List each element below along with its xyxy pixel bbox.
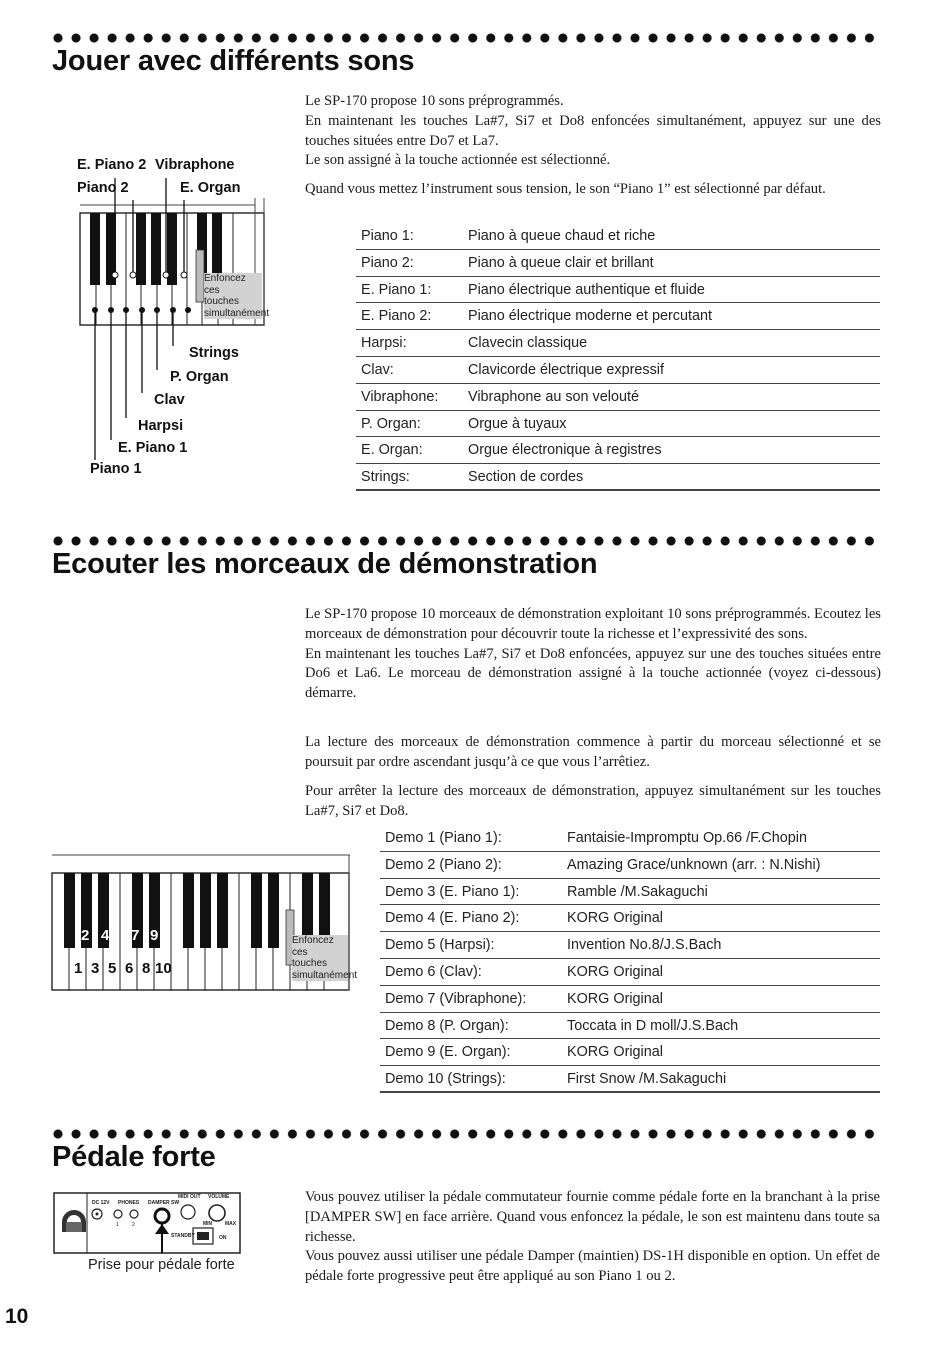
demo-key-number: 3 bbox=[91, 960, 100, 977]
row-description: Fantaisie-Impromptu Op.66 /F.Chopin bbox=[567, 830, 807, 846]
table-row bbox=[356, 384, 880, 411]
label-e-piano-1: E. Piano 1 bbox=[118, 440, 188, 456]
row-description: Piano à queue chaud et riche bbox=[468, 228, 656, 244]
table-row bbox=[380, 1013, 880, 1040]
row-name: Piano 1: bbox=[361, 228, 414, 244]
max-label: MAX bbox=[225, 1221, 237, 1227]
row-name: Demo 6 (Clav): bbox=[385, 963, 482, 980]
standby-label: STANDBY bbox=[171, 1233, 195, 1239]
damper-jack-caption: Prise pour pédale forte bbox=[88, 1257, 235, 1273]
demo-key-number: 5 bbox=[108, 960, 117, 977]
sounds-default-paragraph: Quand vous mettez l’instrument sous tension, le son “Piano 1” est sélectionné par défaut. bbox=[305, 181, 826, 197]
label-clav: Clav bbox=[154, 392, 185, 408]
row-description: KORG Original bbox=[567, 990, 663, 1007]
label-e-organ: E. Organ bbox=[180, 180, 241, 196]
demo-order-paragraph: La lecture des morceaux de démonstration commence à partir du morceau sélectionné et se poursuit par ordre ascendant jusqu’à ce que vous l’arrêtiez. bbox=[305, 734, 881, 770]
sounds-table bbox=[356, 223, 880, 491]
label-p-organ: P. Organ bbox=[170, 369, 229, 385]
row-name: Strings: bbox=[361, 469, 410, 486]
midi-out-port bbox=[181, 1205, 195, 1219]
table-row bbox=[356, 303, 880, 330]
row-description: Piano à queue clair et brillant bbox=[468, 254, 654, 271]
rear-panel-drawing bbox=[0, 0, 270, 1260]
row-name: Demo 3 (E. Piano 1): bbox=[385, 883, 520, 900]
section-title-demo: Ecouter les morceaux de démonstration bbox=[52, 548, 598, 580]
row-description: Piano électrique moderne et percutant bbox=[468, 308, 712, 325]
row-name: Demo 7 (Vibraphone): bbox=[385, 990, 527, 1007]
table-row bbox=[356, 357, 880, 384]
table-row bbox=[380, 1066, 880, 1093]
demo-key-number: 7 bbox=[131, 927, 140, 944]
phones-1-label: 1 bbox=[116, 1222, 119, 1228]
phones-jack-2 bbox=[130, 1210, 138, 1218]
damper-label: DAMPER SW bbox=[148, 1200, 180, 1206]
volume-knob bbox=[209, 1205, 225, 1221]
row-name: E. Organ: bbox=[361, 442, 423, 459]
dc-label: DC 12V bbox=[92, 1200, 110, 1206]
demo-key-number: 6 bbox=[125, 960, 134, 977]
row-description: Clavecin classique bbox=[468, 335, 588, 352]
row-name: Demo 4 (E. Piano 2): bbox=[385, 910, 520, 927]
row-name: Clav: bbox=[361, 361, 394, 378]
row-name: Piano 2: bbox=[361, 254, 414, 271]
demo-key-number: 8 bbox=[142, 960, 151, 977]
press-simultaneously-note: Enfoncez ces touches simultanément bbox=[204, 273, 270, 319]
demo-key-number: 9 bbox=[150, 927, 159, 944]
midi-out-label: MIDI OUT bbox=[178, 1194, 201, 1200]
section-title-sounds: Jouer avec différents sons bbox=[52, 45, 415, 77]
table-row bbox=[356, 411, 880, 438]
table-row bbox=[380, 986, 880, 1013]
demo-key-number: 2 bbox=[81, 927, 90, 944]
page-number: 10 bbox=[5, 1305, 29, 1328]
table-row bbox=[356, 330, 880, 357]
row-name: E. Piano 1: bbox=[361, 281, 432, 298]
table-row bbox=[380, 959, 880, 986]
table-row bbox=[380, 825, 880, 852]
table-row bbox=[356, 223, 880, 250]
row-description: Piano électrique authentique et fluide bbox=[468, 281, 705, 298]
table-row bbox=[380, 879, 880, 906]
row-description: Toccata in D moll/J.S.Bach bbox=[567, 1017, 739, 1034]
row-description: KORG Original bbox=[567, 1044, 663, 1061]
row-name: Harpsi: bbox=[361, 335, 407, 352]
row-description: Ramble /M.Sakaguchi bbox=[567, 883, 708, 900]
demo-key-number: 4 bbox=[101, 927, 110, 944]
row-name: Demo 9 (E. Organ): bbox=[385, 1044, 511, 1061]
damper-jack bbox=[155, 1209, 169, 1223]
power-cord-plug bbox=[66, 1222, 82, 1232]
section-title-pedal: Pédale forte bbox=[52, 1141, 216, 1173]
row-name: Demo 2 (Piano 2): bbox=[385, 856, 502, 873]
table-row bbox=[380, 932, 880, 959]
phones-label: PHONES bbox=[118, 1200, 140, 1206]
phones-2-label: 2 bbox=[132, 1222, 135, 1228]
label-e-piano-2: E. Piano 2 bbox=[77, 157, 147, 173]
label-strings: Strings bbox=[189, 345, 239, 361]
label-piano-2: Piano 2 bbox=[77, 180, 129, 196]
label-piano-1: Piano 1 bbox=[90, 461, 142, 477]
row-description: First Snow /M.Sakaguchi bbox=[567, 1071, 727, 1088]
row-description: Invention No.8/J.S.Bach bbox=[567, 937, 722, 954]
row-description: Orgue électronique à registres bbox=[468, 442, 662, 459]
row-description: Section de cordes bbox=[468, 469, 584, 486]
row-name: Demo 1 (Piano 1): bbox=[385, 830, 502, 846]
sounds-intro-paragraph: Le SP-170 propose 10 sons préprogrammés. En maintenant les touches La#7, Si7 et Do8 enfoncées simultanément, appuyez sur une des touches situées entre Do7 et La7. Le son assigné à la touche actionnée est sélectionné. bbox=[305, 93, 881, 169]
row-description: KORG Original bbox=[567, 910, 663, 927]
row-name: Demo 8 (P. Organ): bbox=[385, 1017, 509, 1034]
phones-jack-1 bbox=[114, 1210, 122, 1218]
demo-key-number: 10 bbox=[155, 960, 172, 977]
table-row bbox=[380, 852, 880, 879]
table-row bbox=[356, 277, 880, 304]
demo-table bbox=[380, 825, 880, 1093]
demo-intro-paragraph: Le SP-170 propose 10 morceaux de démonstration exploitant 10 sons préprogrammés. Ecoutez les morceaux de démonstration pour découvrir toute la richesse et l’expressivité des sons. En maintenant les touches La#7, Si7 et Do8 enfoncées, appuyez sur une des touches situées entre Do6 et La6. Le morceau de démonstration assigné à la touche actionnée (voyez ci-dessous) démarre. bbox=[305, 606, 881, 702]
table-row bbox=[380, 905, 880, 932]
row-name: E. Piano 2: bbox=[361, 308, 432, 325]
row-description: Orgue à tuyaux bbox=[468, 415, 567, 432]
row-description: Amazing Grace/unknown (arr. : N.Nishi) bbox=[567, 856, 821, 873]
table-row bbox=[356, 437, 880, 464]
demo-stop-paragraph: Pour arrêter la lecture des morceaux de démonstration, appuyez simultanément sur les touches La#7, Si7 et Do8. bbox=[305, 783, 881, 819]
row-name: P. Organ: bbox=[361, 415, 421, 432]
min-label: MIN bbox=[203, 1221, 213, 1227]
table-row bbox=[356, 464, 880, 491]
pedal-paragraph: Vous pouvez utiliser la pédale commutateur fournie comme pédale forte en la branchant à la prise [DAMPER SW] en face arrière. Quand vous enfoncez la pédale, le son est maintenu dans toute sa richesse. Vous pouvez aussi utiliser une pédale Damper (maintien) DS-1H disponible en option. Un effet de pédale forte progressive peut être appliqué au son Piano 1 ou 2. bbox=[305, 1189, 880, 1285]
row-name: Demo 5 (Harpsi): bbox=[385, 937, 495, 954]
row-description: KORG Original bbox=[567, 963, 663, 980]
row-description: Vibraphone au son velouté bbox=[468, 388, 639, 405]
row-description: Clavicorde électrique expressif bbox=[468, 361, 664, 378]
row-name: Demo 10 (Strings): bbox=[385, 1071, 506, 1088]
volume-label: VOLUME bbox=[208, 1194, 230, 1200]
row-name: Vibraphone: bbox=[361, 388, 439, 405]
label-harpsi: Harpsi bbox=[138, 418, 184, 434]
label-vibraphone: Vibraphone bbox=[155, 157, 235, 173]
table-row bbox=[356, 250, 880, 277]
demo-key-number: 1 bbox=[74, 960, 83, 977]
press-simultaneously-note: Enfoncez ces touches simultanément bbox=[292, 935, 358, 981]
on-label: ON bbox=[219, 1235, 227, 1241]
table-row bbox=[380, 1039, 880, 1066]
